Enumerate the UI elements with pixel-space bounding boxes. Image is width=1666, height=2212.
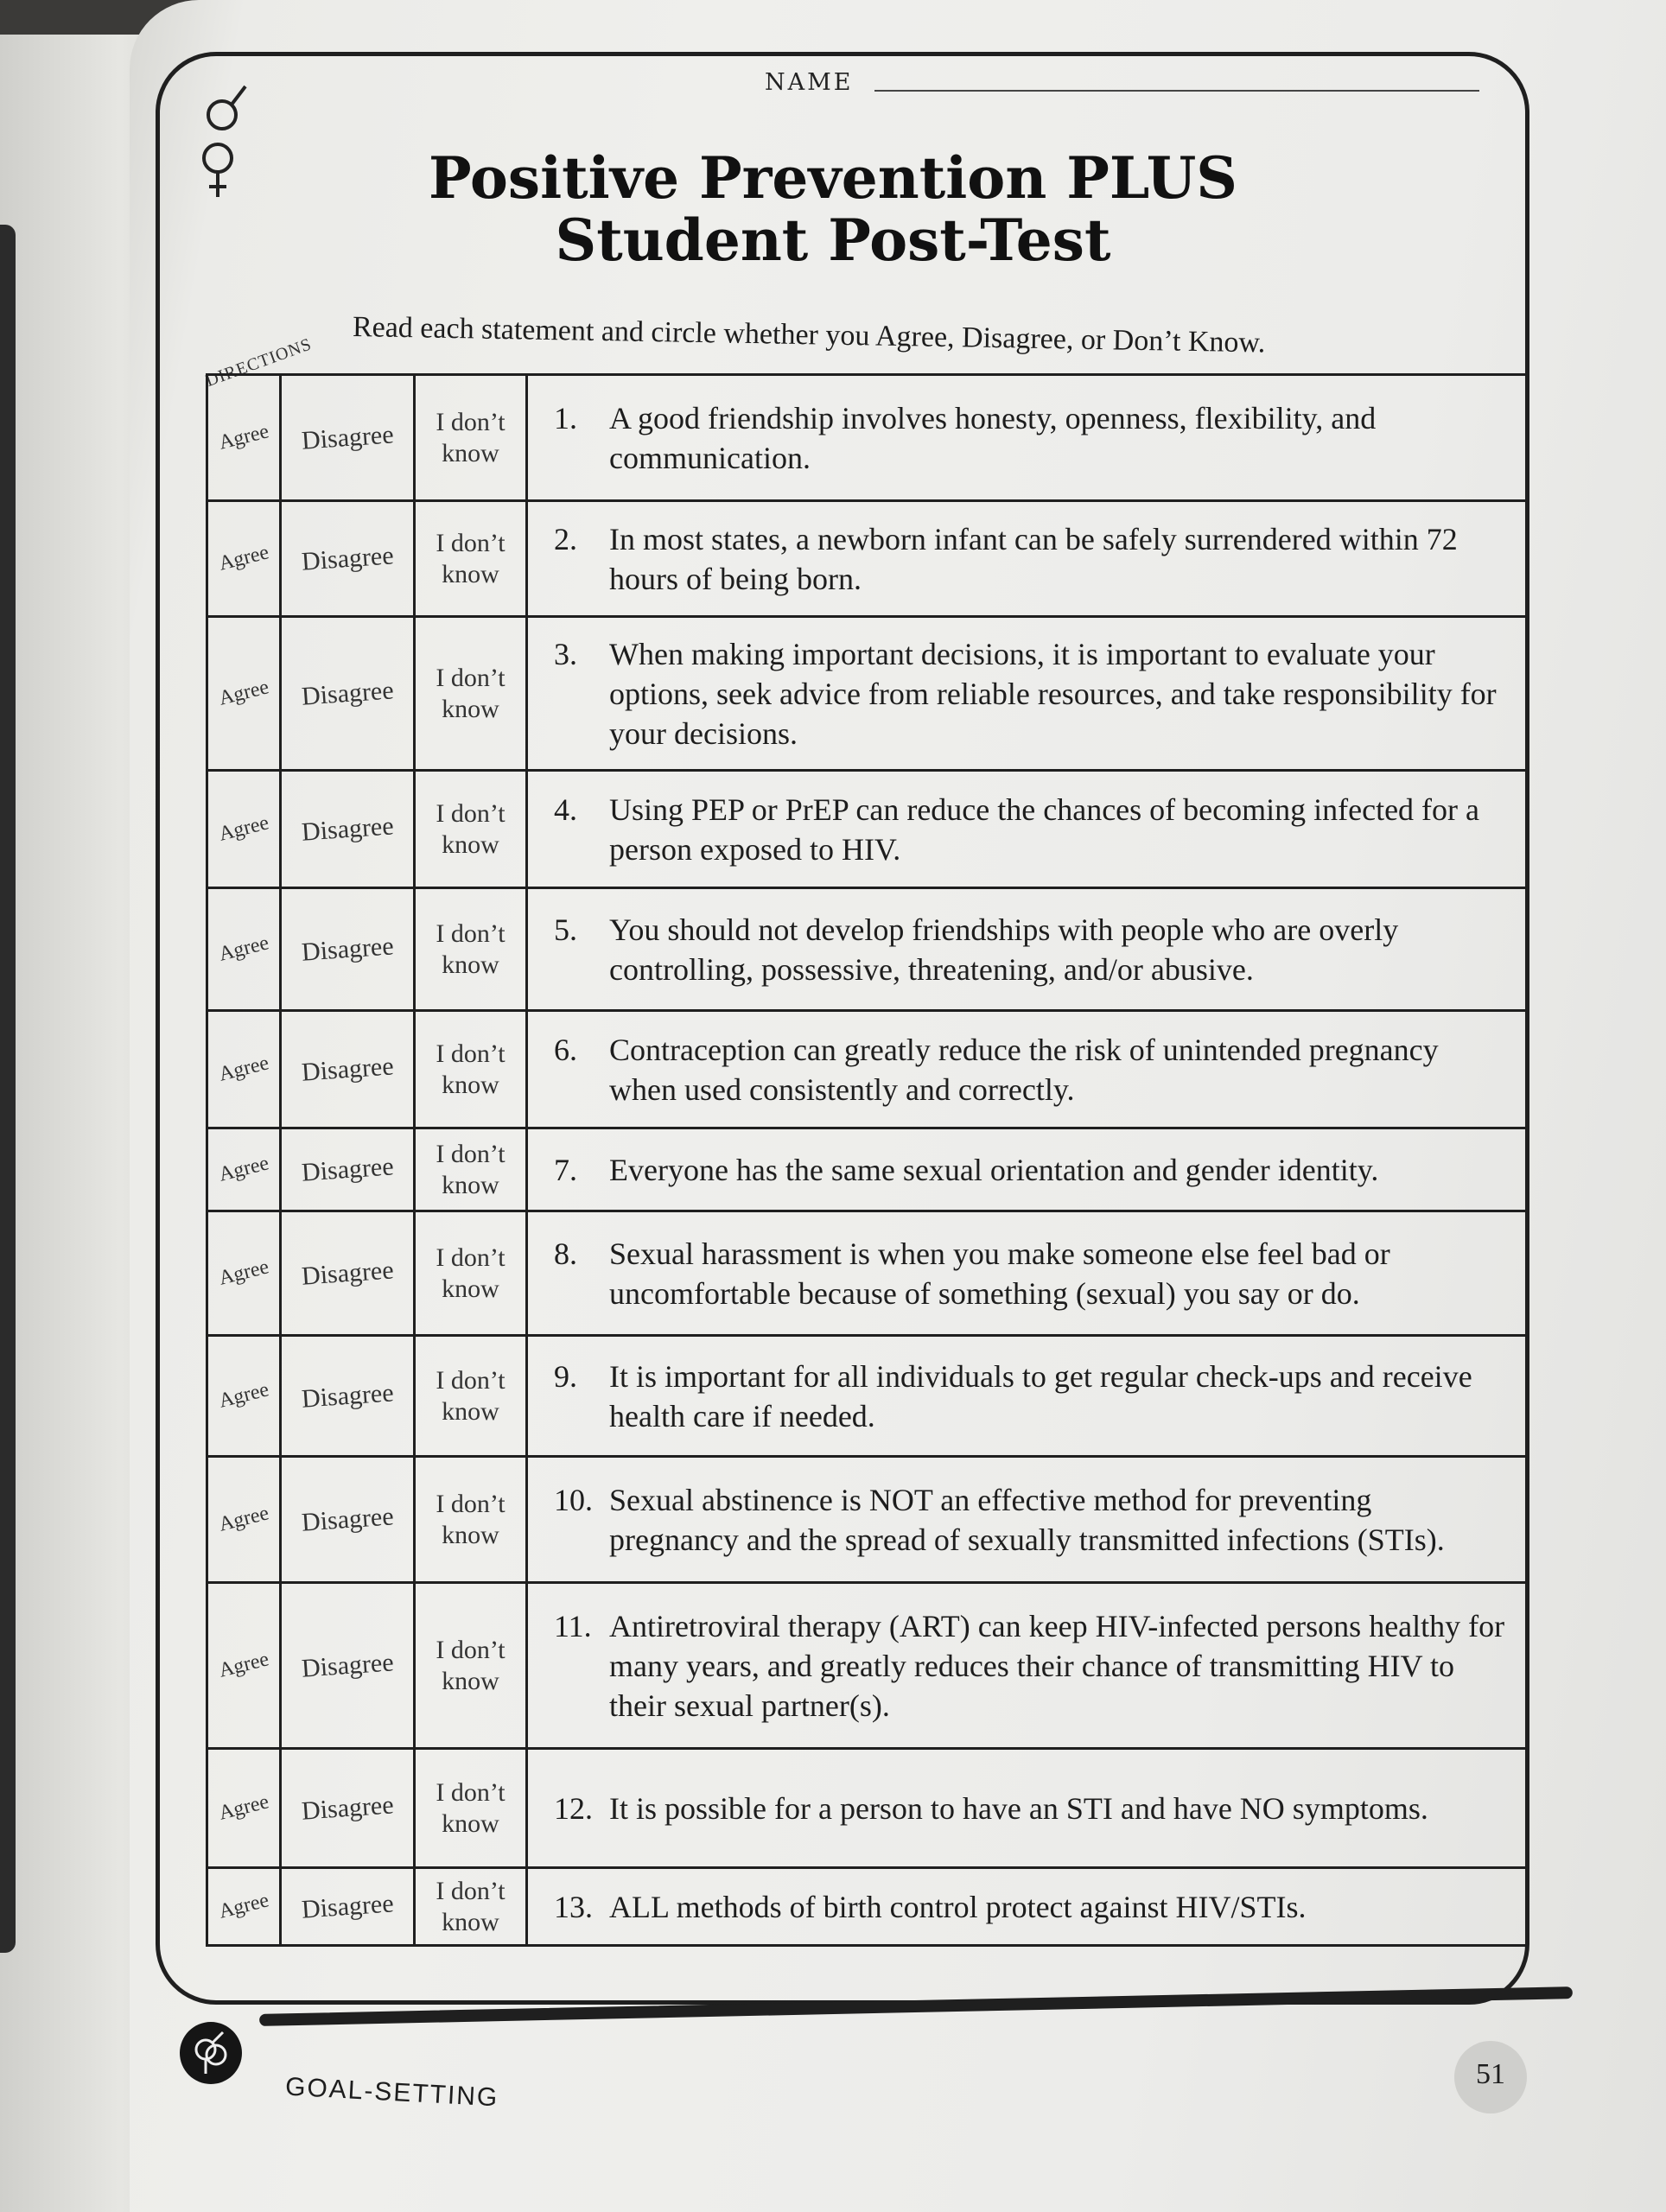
statement-number: 8.: [554, 1236, 577, 1271]
table-row: [207, 1211, 1527, 1336]
agree-option[interactable]: [207, 771, 281, 888]
disagree-option[interactable]: [281, 375, 415, 501]
statement-number: 13.: [554, 1889, 593, 1924]
post-test-table: [206, 373, 1528, 1947]
dont-know-label-line1: I don’t: [436, 1489, 506, 1518]
statement-cell: [527, 1336, 1527, 1457]
statement-number: 2.: [554, 521, 577, 556]
dont-know-label-line2: know: [442, 438, 499, 467]
table-row: [207, 1011, 1527, 1128]
statement-number: 1.: [554, 400, 577, 435]
disagree-label: Disagree: [300, 1888, 395, 1924]
dont-know-option[interactable]: [415, 771, 527, 888]
statement-text: Sexual abstinence is NOT an effective method for preventing pregnancy and the spread of sexually transmitted infections (STIs).: [609, 1482, 1445, 1557]
statement-text: A good friendship involves honesty, openness, flexibility, and communication.: [609, 400, 1377, 475]
gender-symbols-badge-icon: [180, 2022, 242, 2084]
agree-option[interactable]: [207, 1583, 281, 1749]
name-field[interactable]: [765, 69, 1479, 96]
dont-know-option[interactable]: [415, 1336, 527, 1457]
table-row: [207, 1749, 1527, 1868]
statement-text: It is possible for a person to have an STI and have NO symptoms.: [609, 1790, 1428, 1826]
statement-number: 12.: [554, 1790, 593, 1826]
dont-know-option[interactable]: [415, 375, 527, 501]
statement-cell: [527, 1749, 1527, 1868]
dont-know-label-line1: I don’t: [436, 1243, 506, 1272]
statement-number: 11.: [554, 1608, 592, 1643]
dont-know-option[interactable]: [415, 1583, 527, 1749]
dont-know-label-line2: know: [442, 1520, 499, 1549]
disagree-option[interactable]: [281, 1011, 415, 1128]
agree-label: Agree: [216, 1255, 271, 1290]
dont-know-option[interactable]: [415, 617, 527, 771]
section-label: GOAL-SETTING: [284, 2072, 500, 2113]
dont-know-label-line2: know: [442, 830, 499, 859]
statement-text: Using PEP or PrEP can reduce the chances of becoming infected for a person exposed to HIV.: [609, 791, 1479, 867]
agree-label: Agree: [216, 811, 271, 846]
agree-option[interactable]: [207, 1336, 281, 1457]
disagree-option[interactable]: [281, 617, 415, 771]
agree-option[interactable]: [207, 1868, 281, 1946]
agree-option[interactable]: [207, 1128, 281, 1211]
agree-option[interactable]: [207, 501, 281, 617]
statement-text: Everyone has the same sexual orientation and gender identity.: [609, 1152, 1379, 1187]
statement-cell: [527, 888, 1527, 1011]
dont-know-option[interactable]: [415, 1128, 527, 1211]
directions-label: DIRECTIONS: [203, 334, 315, 391]
dont-know-label-line1: I don’t: [436, 1635, 506, 1664]
statement-text: When making important decisions, it is important to evaluate your options, seek advice from reliable resources, and take responsibility for your decisions.: [609, 636, 1497, 751]
statement-number: 5.: [554, 912, 577, 947]
table-row: [207, 771, 1527, 888]
dont-know-label-line2: know: [442, 950, 499, 979]
dont-know-label-line2: know: [442, 1274, 499, 1303]
dont-know-option[interactable]: [415, 1868, 527, 1946]
agree-label: Agree: [216, 420, 271, 454]
dont-know-option[interactable]: [415, 1749, 527, 1868]
statement-text: Antiretroviral therapy (ART) can keep HIV-infected persons healthy for many years, and greatly reduces their chance of transmitting HIV to their sexual partner(s).: [609, 1608, 1505, 1723]
dont-know-option[interactable]: [415, 1011, 527, 1128]
name-line[interactable]: [874, 90, 1479, 92]
statement-cell: [527, 771, 1527, 888]
dont-know-label-line1: I don’t: [436, 798, 506, 828]
agree-label: Agree: [216, 1790, 271, 1825]
dont-know-label-line1: I don’t: [436, 528, 506, 557]
agree-label: Agree: [216, 1648, 271, 1682]
dont-know-option[interactable]: [415, 1211, 527, 1336]
table-row: [207, 375, 1527, 501]
dont-know-label-line1: I don’t: [436, 407, 506, 436]
dont-know-label-line1: I don’t: [436, 918, 506, 948]
statement-text: Contraception can greatly reduce the risk of unintended pregnancy when used consistently and correctly.: [609, 1032, 1439, 1107]
statement-cell: [527, 617, 1527, 771]
disagree-label: Disagree: [300, 675, 395, 711]
disagree-option[interactable]: [281, 888, 415, 1011]
disagree-option[interactable]: [281, 1749, 415, 1868]
statement-cell: [527, 1868, 1527, 1946]
disagree-label: Disagree: [300, 540, 395, 576]
dont-know-label-line2: know: [442, 1070, 499, 1099]
disagree-label: Disagree: [300, 419, 395, 455]
table-row: [207, 1336, 1527, 1457]
dont-know-label-line1: I don’t: [436, 663, 506, 692]
disagree-option[interactable]: [281, 1868, 415, 1946]
page-subtitle: Student Post-Test: [555, 207, 1111, 274]
table-row: [207, 1457, 1527, 1583]
statement-number: 9.: [554, 1358, 577, 1394]
dont-know-label-line2: know: [442, 1808, 499, 1838]
dont-know-label-line2: know: [442, 1666, 499, 1695]
dont-know-option[interactable]: [415, 888, 527, 1011]
disagree-option[interactable]: [281, 1336, 415, 1457]
dont-know-label-line2: know: [442, 694, 499, 723]
name-label: NAME: [765, 69, 854, 96]
disagree-label: Disagree: [300, 810, 395, 847]
table-row: [207, 1868, 1527, 1946]
statement-number: 3.: [554, 636, 577, 671]
agree-option[interactable]: [207, 1211, 281, 1336]
agree-label: Agree: [216, 1378, 271, 1413]
table-row: [207, 888, 1527, 1011]
disagree-label: Disagree: [300, 931, 395, 967]
disagree-option[interactable]: [281, 1457, 415, 1583]
agree-label: Agree: [216, 676, 271, 710]
statement-cell: [527, 1011, 1527, 1128]
statement-cell: [527, 1583, 1527, 1749]
disagree-option[interactable]: [281, 1128, 415, 1211]
table-row: [207, 617, 1527, 771]
agree-label: Agree: [216, 541, 271, 575]
statement-cell: [527, 1128, 1527, 1211]
disagree-option[interactable]: [281, 771, 415, 888]
statement-number: 7.: [554, 1152, 577, 1187]
dont-know-label-line2: know: [442, 1907, 499, 1936]
statement-number: 10.: [554, 1482, 593, 1517]
dont-know-label-line2: know: [442, 559, 499, 588]
statement-text: It is important for all individuals to get regular check-ups and receive health care if needed.: [609, 1358, 1472, 1433]
agree-label: Agree: [216, 1152, 271, 1186]
agree-option[interactable]: [207, 888, 281, 1011]
statement-cell: [527, 1457, 1527, 1583]
agree-label: Agree: [216, 1889, 271, 1923]
agree-option[interactable]: [207, 375, 281, 501]
dont-know-label-line1: I don’t: [436, 1876, 506, 1905]
dont-know-label-line2: know: [442, 1396, 499, 1426]
agree-option[interactable]: [207, 1457, 281, 1583]
disagree-label: Disagree: [300, 1255, 395, 1291]
disagree-label: Disagree: [300, 1789, 395, 1826]
dont-know-label-line1: I don’t: [436, 1139, 506, 1168]
dont-know-label-line1: I don’t: [436, 1039, 506, 1068]
disagree-label: Disagree: [300, 1377, 395, 1414]
agree-label: Agree: [216, 931, 271, 966]
facing-page-edge: [0, 225, 16, 1953]
statement-text: You should not develop friendships with people who are overly controlling, possessive, threatening, and/or abusive.: [609, 912, 1399, 987]
directions-text: Read each statement and circle whether you Agree, Disagree, or Don’t Know.: [352, 311, 1266, 359]
page-title: Positive Prevention PLUS: [429, 144, 1237, 212]
dont-know-label-line2: know: [442, 1170, 499, 1199]
disagree-label: Disagree: [300, 1151, 395, 1187]
table-row: [207, 1583, 1527, 1749]
agree-label: Agree: [216, 1502, 271, 1536]
statement-text: ALL methods of birth control protect against HIV/STIs.: [609, 1889, 1307, 1924]
agree-label: Agree: [216, 1052, 271, 1086]
dont-know-option[interactable]: [415, 1457, 527, 1583]
dont-know-label-line1: I don’t: [436, 1365, 506, 1395]
table-row: [207, 501, 1527, 617]
agree-option[interactable]: [207, 617, 281, 771]
disagree-option[interactable]: [281, 1583, 415, 1749]
statement-cell: [527, 501, 1527, 617]
disagree-label: Disagree: [300, 1501, 395, 1537]
disagree-option[interactable]: [281, 1211, 415, 1336]
disagree-option[interactable]: [281, 501, 415, 617]
dont-know-option[interactable]: [415, 501, 527, 617]
statement-cell: [527, 375, 1527, 501]
statement-cell: [527, 1211, 1527, 1336]
statement-number: 6.: [554, 1032, 577, 1067]
table-row: [207, 1128, 1527, 1211]
disagree-label: Disagree: [300, 1647, 395, 1683]
dont-know-label-line1: I don’t: [436, 1777, 506, 1807]
page-number: 51: [1476, 2058, 1505, 2090]
statement-text: In most states, a newborn infant can be safely surrendered within 72 hours of being born.: [609, 521, 1458, 596]
agree-option[interactable]: [207, 1749, 281, 1868]
disagree-label: Disagree: [300, 1051, 395, 1087]
agree-option[interactable]: [207, 1011, 281, 1128]
statement-number: 4.: [554, 791, 577, 827]
statement-text: Sexual harassment is when you make someone else feel bad or uncomfortable because of something (sexual) you say or do.: [609, 1236, 1390, 1311]
